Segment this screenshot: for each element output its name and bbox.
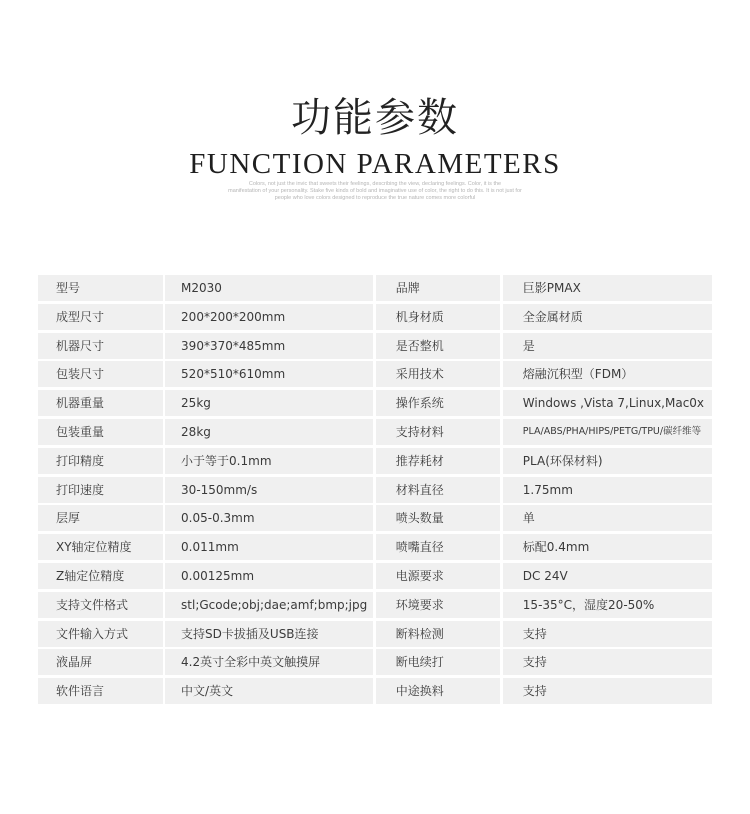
param-value: 390*370*485mm (165, 333, 373, 359)
param-value: 支持 (503, 678, 712, 704)
param-value: 支持 (503, 649, 712, 675)
param-value: 巨影PMAX (503, 275, 712, 301)
param-label: 文件输入方式 (38, 621, 163, 647)
param-label: XY轴定位精度 (38, 534, 163, 560)
param-label: Z轴定位精度 (38, 563, 163, 589)
param-label: 支持文件格式 (38, 592, 163, 618)
param-label: 成型尺寸 (38, 304, 163, 330)
table-row (38, 563, 712, 589)
param-label: 电源要求 (376, 563, 501, 589)
param-label: 环境要求 (376, 592, 501, 618)
param-value: PLA/ABS/PHA/HIPS/PETG/TPU/碳纤维等 (503, 419, 712, 445)
table-row (38, 678, 712, 704)
param-value: Windows ,Vista 7,Linux,Mac0x (503, 390, 712, 416)
param-value: 0.05-0.3mm (165, 505, 373, 531)
param-label: 打印精度 (38, 448, 163, 474)
param-value: 200*200*200mm (165, 304, 373, 330)
param-value: 标配0.4mm (503, 534, 712, 560)
subtext-line: people who love colors designed to reproduce the true nature comes more colorful (274, 195, 476, 201)
subtext-line: manifestation of your personality. Stake five kinds of bold and imaginative use of color, the right to do this. It is not just for (228, 188, 522, 194)
param-label: 机器重量 (38, 390, 163, 416)
table-row (38, 304, 712, 330)
param-label: 软件语言 (38, 678, 163, 704)
table-row (38, 649, 712, 675)
table-row (38, 419, 712, 445)
param-value: 是 (503, 333, 712, 359)
param-label: 机器尺寸 (38, 333, 163, 359)
param-value: 520*510*610mm (165, 361, 373, 387)
page-title-en: FUNCTION PARAMETERS (189, 148, 561, 180)
param-label: 品牌 (376, 275, 501, 301)
param-label: 是否整机 (376, 333, 501, 359)
param-value: 0.011mm (165, 534, 373, 560)
param-label: 包装尺寸 (38, 361, 163, 387)
param-label: 机身材质 (376, 304, 501, 330)
page-title-cn: 功能参数 (291, 95, 459, 141)
param-label: 喷嘴直径 (376, 534, 501, 560)
table-row (38, 361, 712, 387)
param-label: 中途换料 (376, 678, 501, 704)
table-row (38, 448, 712, 474)
param-value: 小于等于0.1mm (165, 448, 373, 474)
param-label: 包装重量 (38, 419, 163, 445)
param-label: 层厚 (38, 505, 163, 531)
table-row (38, 534, 712, 560)
param-value: 中文/英文 (165, 678, 373, 704)
table-row (38, 333, 712, 359)
param-value: 0.00125mm (165, 563, 373, 589)
subtext-line: Colors, not just the invic that sweets their feelings, describing the view, declaring feelings. Color, it is the (248, 181, 502, 187)
param-label: 型号 (38, 275, 163, 301)
param-value: DC 24V (503, 563, 712, 589)
param-value: 30-150mm/s (165, 477, 373, 503)
table-row (38, 275, 712, 301)
table-row (38, 505, 712, 531)
table-row (38, 592, 712, 618)
param-value: 15-35°C，湿度20-50% (503, 592, 712, 618)
param-label: 喷头数量 (376, 505, 501, 531)
table-row (38, 621, 712, 647)
decorative-subtext (195, 181, 555, 202)
parameters-table (38, 275, 712, 707)
param-value: stl;Gcode;obj;dae;amf;bmp;jpg (165, 592, 373, 618)
param-label: 操作系统 (376, 390, 501, 416)
param-value: 1.75mm (503, 477, 712, 503)
param-value: 熔融沉积型（FDM） (503, 361, 712, 387)
table-row (38, 477, 712, 503)
param-value: 全金属材质 (503, 304, 712, 330)
param-label: 采用技术 (376, 361, 501, 387)
param-label: 液晶屏 (38, 649, 163, 675)
param-label: 断电续打 (376, 649, 501, 675)
param-value: M2030 (165, 275, 373, 301)
param-value: 4.2英寸全彩中英文触摸屏 (165, 649, 373, 675)
param-label: 材料直径 (376, 477, 501, 503)
param-label: 推荐耗材 (376, 448, 501, 474)
param-label: 打印速度 (38, 477, 163, 503)
param-value: PLA(环保材料) (503, 448, 712, 474)
param-label: 支持材料 (376, 419, 501, 445)
table-row (38, 390, 712, 416)
param-value: 25kg (165, 390, 373, 416)
param-label: 断料检测 (376, 621, 501, 647)
param-value: 支持SD卡拔插及USB连接 (165, 621, 373, 647)
param-value: 单 (503, 505, 712, 531)
param-value: 支持 (503, 621, 712, 647)
param-value: 28kg (165, 419, 373, 445)
